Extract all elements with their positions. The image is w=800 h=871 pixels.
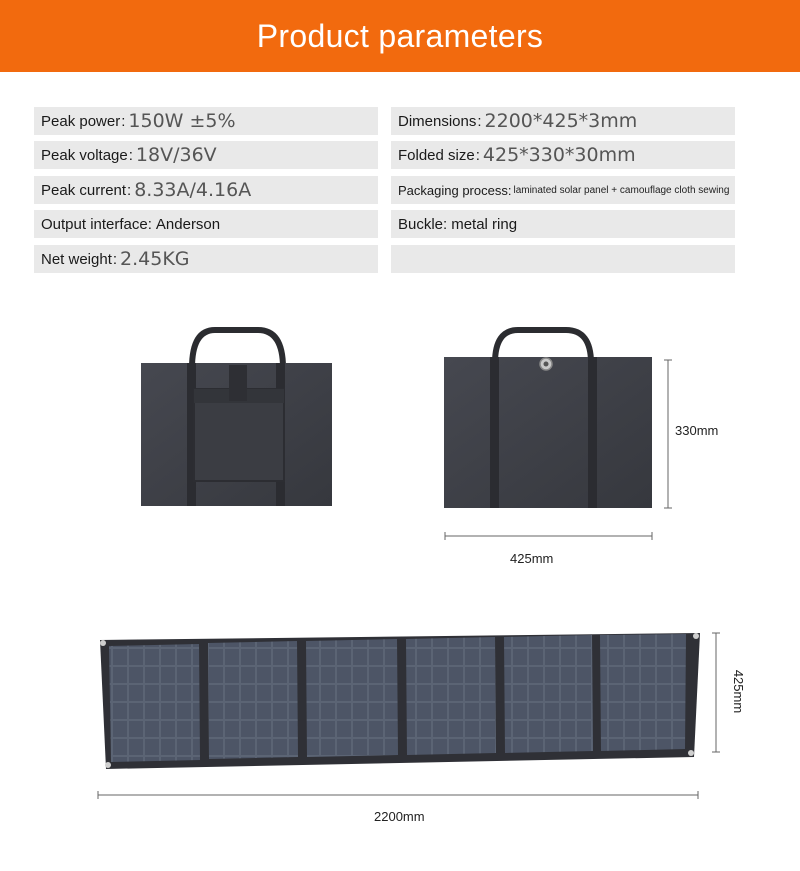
solar-cell-panel xyxy=(109,644,200,762)
spec-value: 425*330*30mm xyxy=(482,144,636,166)
bag-handle xyxy=(192,330,283,368)
unfolded-solar-panel xyxy=(100,633,700,769)
solar-cell-panel xyxy=(306,639,398,757)
spec-value: laminated solar panel + camouflage cloth sewing xyxy=(513,184,730,196)
folded-width-label: 425mm xyxy=(510,551,554,566)
panel-height-dimension xyxy=(712,633,720,752)
spec-label: Dimensions xyxy=(398,112,477,130)
grommet-icon xyxy=(105,762,111,768)
panel-height-label: 425mm xyxy=(731,669,747,714)
grommet-icon xyxy=(100,640,106,646)
spec-value: 2200*425*3mm xyxy=(484,110,638,132)
spec-label: Peak power xyxy=(41,112,121,130)
pocket-tab xyxy=(229,365,247,401)
solar-cell-panel xyxy=(406,637,496,755)
spec-separator: : xyxy=(475,146,480,164)
metal-ring-hole xyxy=(544,362,549,367)
panel-length-dimension xyxy=(98,791,698,799)
spec-value: metal ring xyxy=(451,215,518,233)
spec-separator: : xyxy=(507,182,512,198)
folded-panel-back-view xyxy=(141,330,332,506)
folded-height-label: 330mm xyxy=(675,423,719,438)
spec-label: Peak current xyxy=(41,181,127,199)
grommet-icon xyxy=(688,750,694,756)
spec-separator: : xyxy=(112,250,118,268)
panel-length-label: 2200mm xyxy=(374,809,425,824)
spec-value: 8.33A/4.16A xyxy=(134,179,252,201)
spec-separator: : xyxy=(147,215,152,233)
spec-value: Anderson xyxy=(155,215,221,233)
spec-label: Folded size xyxy=(398,146,475,164)
folded-height-dimension xyxy=(664,360,672,508)
spec-label: Output interface xyxy=(41,215,148,233)
bag-strap xyxy=(490,357,499,508)
banner-title: Product parameters xyxy=(256,17,544,54)
grommet-icon xyxy=(693,633,699,639)
solar-cell-panel xyxy=(208,641,298,759)
spec-separator: : xyxy=(128,146,133,164)
spec-label: Net weight xyxy=(41,250,112,268)
solar-cell-panel xyxy=(504,635,593,753)
folded-width-dimension xyxy=(445,532,652,540)
spec-separator: : xyxy=(477,112,482,130)
spec-value: 18V/36V xyxy=(135,144,217,166)
spec-separator: : xyxy=(121,112,126,130)
bag-body xyxy=(444,357,652,508)
solar-cell-panel xyxy=(600,634,686,751)
spec-separator: : xyxy=(127,181,132,199)
folded-panel-front-view xyxy=(444,330,652,508)
spec-separator: : xyxy=(443,215,448,233)
spec-value: 2.45KG xyxy=(120,248,190,270)
spec-value: 150W ±5% xyxy=(128,110,236,132)
spec-label: Packaging process xyxy=(398,182,508,198)
spec-label: Peak voltage xyxy=(41,146,128,164)
bag-strap xyxy=(588,357,597,508)
spec-label: Buckle xyxy=(398,215,444,233)
